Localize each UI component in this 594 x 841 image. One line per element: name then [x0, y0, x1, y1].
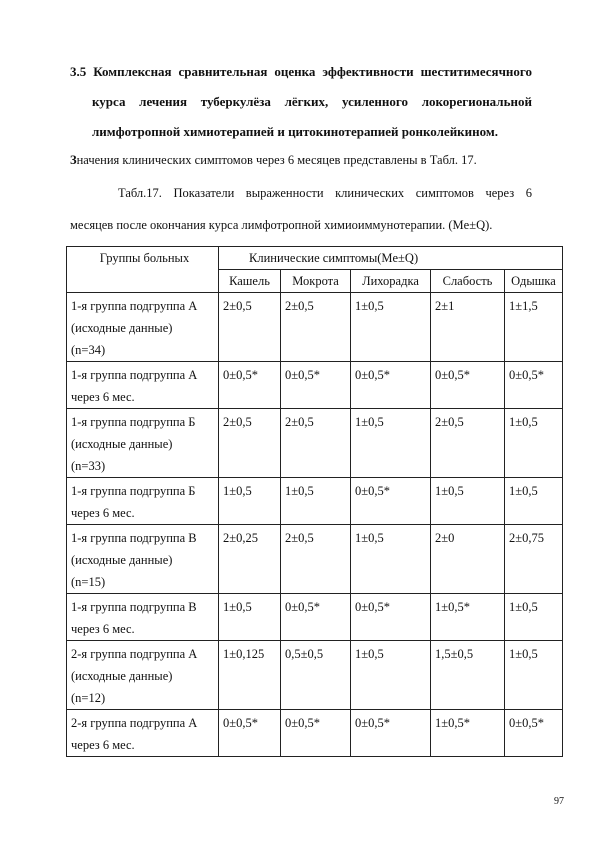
value-cell: 2±0,5: [281, 525, 351, 594]
group-cell-line: 1-я группа подгруппа В: [71, 531, 197, 545]
value-cell: 1±0,5: [505, 409, 563, 478]
value-cell: 1±0,5: [505, 641, 563, 710]
table-caption-line-2: месяцев после окончания курса лимфотропной химиоиммунотерапии. (Me±Q).: [70, 218, 493, 232]
group-cell-line: (исходные данные): [71, 669, 173, 683]
caption-word: симптомов: [415, 186, 474, 200]
value-cell: 2±0: [431, 525, 505, 594]
table-header-row: [67, 247, 563, 270]
value-cell: 1±0,5: [351, 293, 431, 362]
value-cell: 1±0,5: [219, 594, 281, 641]
value-cell: 0±0,5*: [431, 362, 505, 409]
value-cell: 0±0,5*: [505, 710, 563, 757]
heading-word: туберкулёза: [200, 94, 271, 109]
group-cell-line: через 6 мес.: [71, 506, 135, 520]
heading-word: эффективности: [322, 64, 414, 79]
value-cell: 1±0,5: [505, 478, 563, 525]
group-cell: [67, 525, 219, 594]
value-cell: 1±0,5*: [431, 594, 505, 641]
value-cell: 1±0,5: [351, 525, 431, 594]
table-row: [67, 641, 563, 710]
heading-word: локорегиональной: [421, 94, 532, 109]
value-cell: 1±0,5: [219, 478, 281, 525]
group-cell-line: (n=34): [71, 343, 106, 357]
group-cell-line: 2-я группа подгруппа А: [71, 716, 198, 730]
caption-word: Табл.17.: [118, 186, 162, 200]
value-cell: 2±0,5: [219, 293, 281, 362]
section-heading-line-1: [70, 64, 532, 80]
group-cell: [67, 594, 219, 641]
table-row: [67, 594, 563, 641]
caption-word: через: [485, 186, 515, 200]
value-cell: 1±0,5: [351, 409, 431, 478]
heading-word: Комплексная: [93, 64, 172, 79]
value-cell: 1±0,5: [505, 594, 563, 641]
group-cell: [67, 362, 219, 409]
value-cell: 2±0,75: [505, 525, 563, 594]
table-row: [67, 710, 563, 757]
heading-word: лечения: [139, 94, 188, 109]
heading-word: оценка: [274, 64, 316, 79]
group-cell-line: 1-я группа подгруппа Б: [71, 484, 196, 498]
group-cell-line: 1-я группа подгруппа А: [71, 368, 198, 382]
paragraph-first-letter: З: [70, 153, 77, 167]
value-cell: 1±0,5: [281, 478, 351, 525]
group-cell-line: 1-я группа подгруппа В: [71, 600, 197, 614]
group-column-header: Группы больных: [67, 247, 219, 293]
table-row: [67, 409, 563, 478]
column-header-fever: Лихорадка: [351, 270, 431, 293]
column-header-weakness: Слабость: [431, 270, 505, 293]
symptoms-column-header: Клинические симптомы(Me±Q): [219, 247, 563, 270]
group-cell-line: (n=33): [71, 459, 106, 473]
value-cell: 1±0,5*: [431, 710, 505, 757]
table-caption-line-1: [118, 186, 532, 201]
group-cell-line: через 6 мес.: [71, 390, 135, 404]
caption-word: выраженности: [245, 186, 324, 200]
group-cell-line: (n=12): [71, 691, 106, 705]
value-cell: 0±0,5*: [351, 362, 431, 409]
group-cell-line: 1-я группа подгруппа Б: [71, 415, 196, 429]
table-row: [67, 362, 563, 409]
value-cell: 1,5±0,5: [431, 641, 505, 710]
heading-word: лёгких,: [284, 94, 329, 109]
value-cell: 0±0,5*: [351, 594, 431, 641]
page-number: 97: [554, 796, 564, 807]
value-cell: 0±0,5*: [351, 478, 431, 525]
section-heading-line-3: лимфотропной химиотерапией и цитокинотерапией ронколейкином.: [92, 124, 499, 139]
symptoms-table: [66, 246, 563, 757]
value-cell: 2±0,5: [281, 409, 351, 478]
column-header-sputum: Мокрота: [281, 270, 351, 293]
group-cell-line: 2-я группа подгруппа А: [71, 647, 198, 661]
group-cell-line: через 6 мес.: [71, 622, 135, 636]
caption-word: 6: [525, 186, 532, 200]
paragraph-text: начения клинических симптомов через 6 месяцев представлены в Табл. 17.: [76, 153, 477, 167]
table-row: [67, 293, 563, 362]
group-cell: [67, 710, 219, 757]
column-header-cough: Кашель: [219, 270, 281, 293]
group-cell: [67, 641, 219, 710]
table-row: [67, 525, 563, 594]
heading-word: усиленного: [342, 94, 408, 109]
group-cell-line: (исходные данные): [71, 321, 173, 335]
value-cell: 2±0,5: [219, 409, 281, 478]
heading-word: шеститимесячного: [420, 64, 532, 79]
value-cell: 0±0,5*: [281, 710, 351, 757]
heading-word: 3.5: [70, 64, 87, 79]
group-cell-line: (исходные данные): [71, 437, 173, 451]
group-cell: [67, 478, 219, 525]
group-cell-line: (n=15): [71, 575, 106, 589]
value-cell: 1±0,125: [219, 641, 281, 710]
caption-word: клинических: [335, 186, 405, 200]
group-cell-line: через 6 мес.: [71, 738, 135, 752]
value-cell: 1±0,5: [351, 641, 431, 710]
table-row: [67, 478, 563, 525]
value-cell: 1±0,5: [431, 478, 505, 525]
group-cell: [67, 293, 219, 362]
value-cell: 1±1,5: [505, 293, 563, 362]
value-cell: 2±0,5: [281, 293, 351, 362]
value-cell: 0±0,5*: [281, 594, 351, 641]
value-cell: 0±0,5*: [281, 362, 351, 409]
caption-word: Показатели: [173, 186, 235, 200]
group-cell-line: 1-я группа подгруппа А: [71, 299, 198, 313]
column-header-dyspnea: Одышка: [505, 270, 563, 293]
value-cell: 0,5±0,5: [281, 641, 351, 710]
heading-word: курса: [92, 94, 126, 109]
value-cell: 2±0,5: [431, 409, 505, 478]
value-cell: 2±0,25: [219, 525, 281, 594]
value-cell: 2±1: [431, 293, 505, 362]
value-cell: 0±0,5*: [351, 710, 431, 757]
group-cell-line: (исходные данные): [71, 553, 173, 567]
section-heading-line-2: [92, 94, 532, 110]
value-cell: 0±0,5*: [219, 710, 281, 757]
value-cell: 0±0,5*: [505, 362, 563, 409]
intro-paragraph: [70, 153, 477, 168]
group-cell: [67, 409, 219, 478]
value-cell: 0±0,5*: [219, 362, 281, 409]
heading-word: сравнительная: [178, 64, 268, 79]
